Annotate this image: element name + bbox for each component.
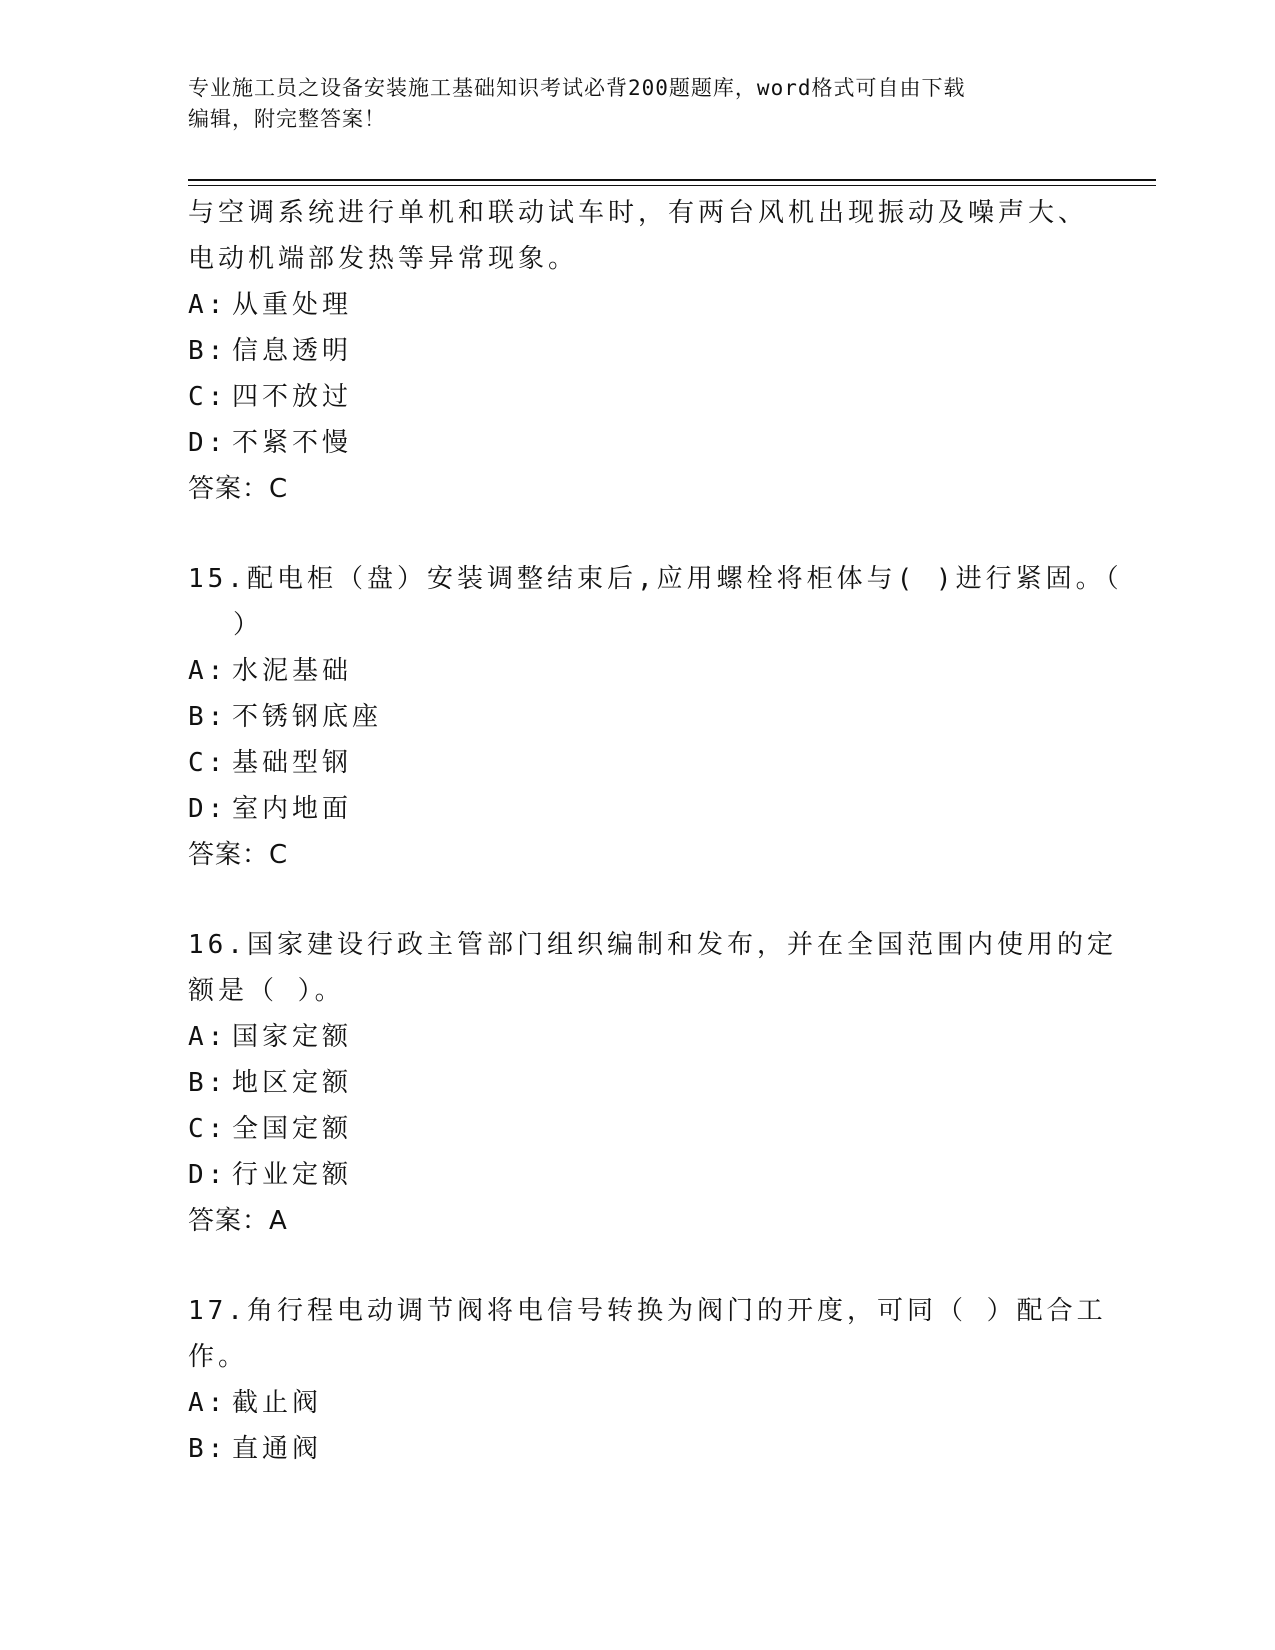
option-letter: C: bbox=[188, 382, 228, 412]
question-spacer bbox=[188, 1244, 1088, 1288]
document-header bbox=[188, 73, 1078, 135]
question-15 bbox=[188, 556, 1123, 878]
header-rule-thin bbox=[188, 185, 1156, 186]
option-a bbox=[188, 282, 1088, 328]
option-text: 四不放过 bbox=[232, 382, 353, 412]
option-letter: B: bbox=[188, 1068, 228, 1098]
option-text: 国家定额 bbox=[232, 1022, 353, 1052]
question-17 bbox=[188, 1288, 1107, 1472]
option-text: 水泥基础 bbox=[232, 656, 353, 686]
option-a bbox=[188, 648, 1088, 694]
option-c bbox=[188, 1106, 1088, 1152]
option-text: 地区定额 bbox=[232, 1068, 353, 1098]
answer-line: 答案：C bbox=[188, 840, 289, 870]
question-stem-line: 作。 bbox=[188, 1342, 249, 1372]
option-d bbox=[188, 1152, 1088, 1198]
header-rule-thick bbox=[188, 179, 1156, 181]
option-letter: A: bbox=[188, 656, 228, 686]
question-stem-line: 15.配电柜（盘）安装调整结束后,应用螺栓将柜体与( )进行紧固。（ bbox=[188, 564, 1123, 594]
question-stem-line: 额是（ ）。 bbox=[188, 976, 345, 1006]
option-a bbox=[188, 1014, 1088, 1060]
option-letter: C: bbox=[188, 748, 228, 778]
option-letter: A: bbox=[188, 1388, 228, 1418]
question-stem-line: 16.国家建设行政主管部门组织编制和发布，并在全国范围内使用的定 bbox=[188, 930, 1117, 960]
question-spacer bbox=[188, 512, 1088, 556]
option-d bbox=[188, 786, 1088, 832]
option-text: 不紧不慢 bbox=[232, 428, 353, 458]
question-16 bbox=[188, 922, 1117, 1244]
option-a bbox=[188, 1380, 1088, 1426]
option-c bbox=[188, 740, 1088, 786]
answer-line: 答案：A bbox=[188, 1206, 288, 1236]
option-b bbox=[188, 328, 1088, 374]
option-letter: B: bbox=[188, 336, 228, 366]
header-title-line-2: 编辑，附完整答案！ bbox=[188, 107, 386, 131]
option-letter: B: bbox=[188, 702, 228, 732]
option-letter: A: bbox=[188, 1022, 228, 1052]
option-text: 不锈钢底座 bbox=[232, 702, 383, 732]
option-letter: C: bbox=[188, 1114, 228, 1144]
option-text: 直通阀 bbox=[232, 1434, 323, 1464]
question-stem-line: 与空调系统进行单机和联动试车时，有两台风机出现振动及噪声大、 bbox=[188, 198, 1089, 228]
option-text: 室内地面 bbox=[232, 794, 353, 824]
option-text: 基础型钢 bbox=[232, 748, 353, 778]
question-stem-line: 17.角行程电动调节阀将电信号转换为阀门的开度，可同（ ）配合工 bbox=[188, 1296, 1107, 1326]
question-spacer bbox=[188, 878, 1088, 922]
question-stem-line: 电动机端部发热等异常现象。 bbox=[188, 244, 579, 274]
question-stem-line: ） bbox=[233, 610, 264, 640]
option-text: 行业定额 bbox=[232, 1160, 353, 1190]
option-letter: D: bbox=[188, 428, 228, 458]
option-text: 全国定额 bbox=[232, 1114, 353, 1144]
option-b bbox=[188, 1060, 1088, 1106]
question-14 bbox=[188, 190, 1088, 512]
option-letter: B: bbox=[188, 1434, 228, 1464]
option-d bbox=[188, 420, 1088, 466]
option-text: 信息透明 bbox=[232, 336, 353, 366]
option-b bbox=[188, 1426, 1088, 1472]
answer-line: 答案：C bbox=[188, 474, 289, 504]
option-text: 截止阀 bbox=[232, 1388, 323, 1418]
option-text: 从重处理 bbox=[232, 290, 353, 320]
option-letter: A: bbox=[188, 290, 228, 320]
option-c bbox=[188, 374, 1088, 420]
option-b bbox=[188, 694, 1088, 740]
option-letter: D: bbox=[188, 1160, 228, 1190]
header-title-line-1: 专业施工员之设备安装施工基础知识考试必背200题题库，word格式可自由下载 bbox=[188, 76, 966, 100]
option-letter: D: bbox=[188, 794, 228, 824]
question-list bbox=[188, 190, 1123, 1472]
